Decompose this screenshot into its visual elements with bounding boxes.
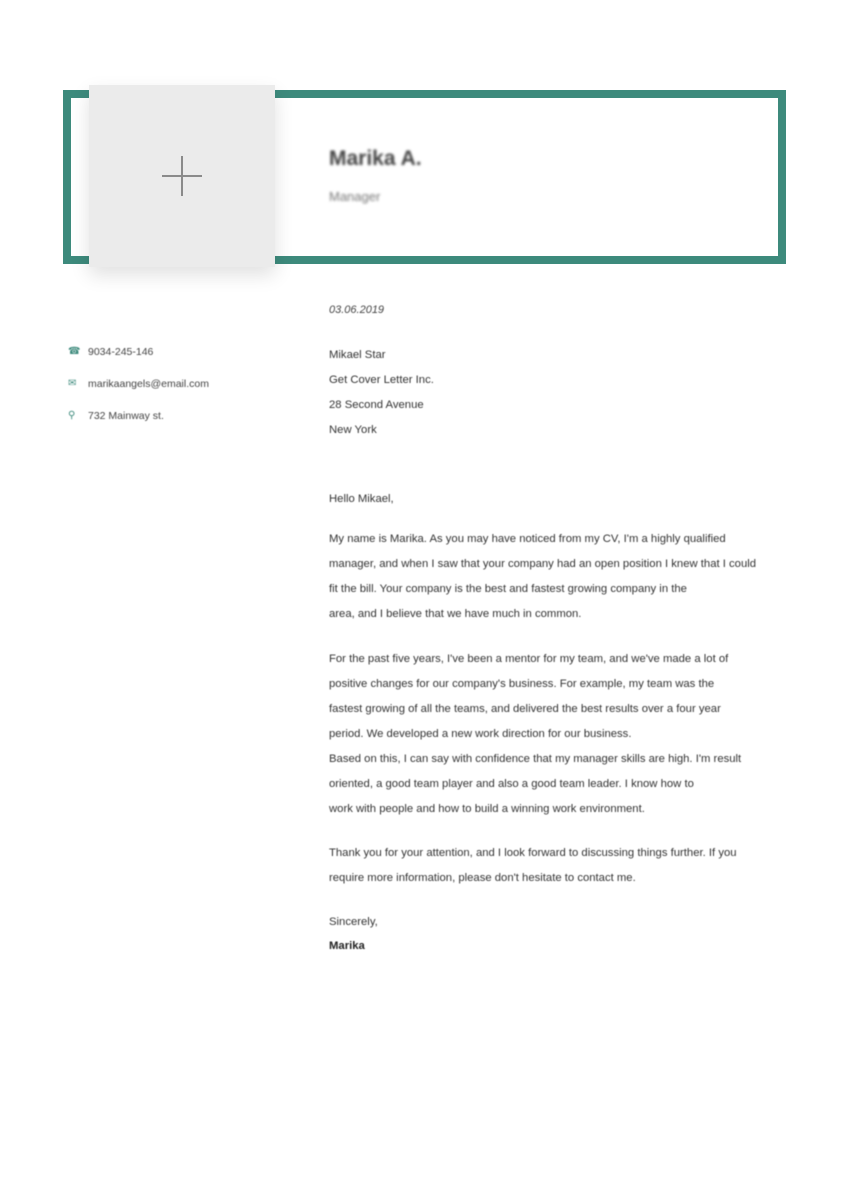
signature: Marika: [329, 940, 365, 952]
phone-icon: ☎: [68, 346, 81, 357]
text-line: For the past five years, I've been a mentor for my team, and we've made a lot of: [329, 653, 729, 665]
contact-email: [68, 378, 209, 410]
location-pin-icon: ⚲: [68, 410, 76, 421]
text-line: fastest growing of all the teams, and delivered the best results over a four year: [329, 703, 721, 715]
text-line: require more information, please don't hesitate to contact me.: [329, 872, 636, 884]
greeting: Hello Mikael,: [329, 493, 394, 505]
recipient-line: Mikael Star: [329, 349, 386, 361]
sign-off: [329, 910, 378, 958]
text-line: fit the bill. Your company is the best and fastest growing company in the: [329, 583, 687, 595]
text-line: positive changes for our company's business. For example, my team was the: [329, 678, 715, 690]
contact-phone: [68, 346, 209, 378]
recipient-line: Get Cover Letter Inc.: [329, 374, 434, 386]
contact-address: [68, 410, 209, 442]
text-line: Thank you for your attention, and I look forward to discussing things further. If you: [329, 847, 737, 859]
paragraph-1: [329, 527, 756, 627]
photo-placeholder[interactable]: [89, 85, 275, 267]
recipient-block: [329, 343, 434, 443]
email-icon: ✉: [68, 378, 77, 389]
add-photo-icon[interactable]: [162, 156, 202, 196]
candidate-role: Manager: [329, 189, 381, 204]
paragraph-2: [329, 647, 741, 822]
text-line: work with people and how to build a winning work environment.: [329, 803, 645, 815]
text-line: My name is Marika. As you may have noticed from my CV, I'm a highly qualified: [329, 533, 726, 545]
address-text: 732 Mainway st.: [88, 410, 164, 422]
text-line: Based on this, I can say with confidence that my manager skills are high. I'm result: [329, 753, 742, 765]
phone-text: 9034-245-146: [88, 346, 154, 358]
text-line: oriented, a good team player and also a good team leader. I know how to: [329, 778, 694, 790]
recipient-line: 28 Second Avenue: [329, 399, 424, 411]
text-line: manager, and when I saw that your company had an open position I knew that I could: [329, 558, 757, 570]
recipient-line: New York: [329, 424, 377, 436]
paragraph-3: [329, 841, 737, 891]
contact-list: [68, 346, 209, 442]
candidate-name: Marika A.: [329, 147, 422, 170]
text-line: period. We developed a new work direction for our business.: [329, 728, 632, 740]
email-text: marikaangels@email.com: [88, 378, 209, 390]
closing: Sincerely,: [329, 916, 378, 928]
letter-date: 03.06.2019: [329, 304, 385, 316]
text-line: area, and I believe that we have much in common.: [329, 608, 582, 620]
